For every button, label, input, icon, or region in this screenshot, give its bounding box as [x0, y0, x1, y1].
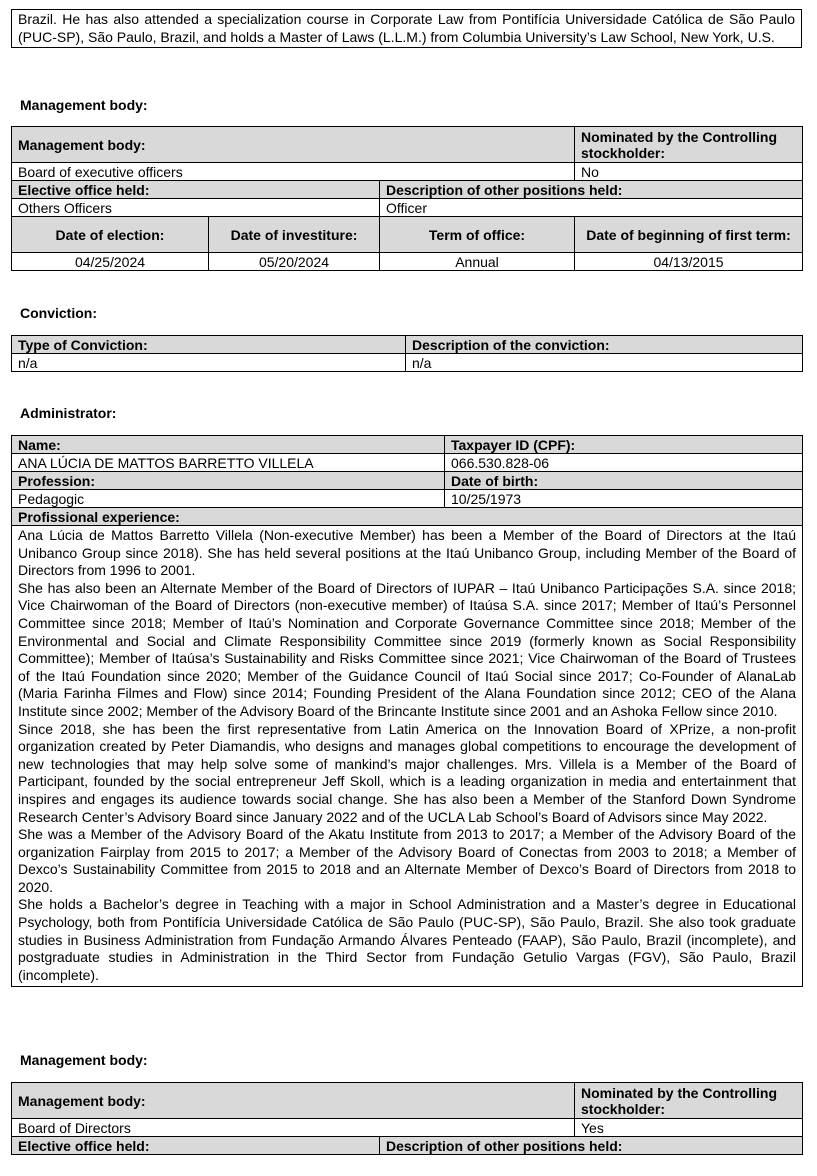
administrator-table	[11, 435, 803, 987]
term-label: Term of office:	[380, 217, 575, 253]
nominated-label-2: Nominated by the Controlling stockholder:	[575, 1083, 803, 1119]
experience-cell	[12, 526, 803, 987]
previous-experience-text: Brazil. He has also attended a specialization course in Corporate Law from Pontifícia Universidade Católica de São Paulo (PUC-SP), São Paulo, Brazil, and holds a Master of Laws (L.L.M.) from Columbia University’s Law School, New York, U.S.	[12, 10, 802, 48]
first-term-label: Date of beginning of first term:	[575, 217, 803, 253]
other-positions-label-2: Description of other positions held:	[380, 1137, 803, 1155]
profession-value: Pedagogic	[12, 490, 445, 508]
cpf-label: Taxpayer ID (CPF):	[445, 436, 803, 454]
term-value: Annual	[380, 253, 575, 271]
management-body-table	[11, 126, 803, 271]
dob-label: Date of birth:	[445, 472, 803, 490]
investiture-date-value: 05/20/2024	[209, 253, 380, 271]
management-body-heading: Management body:	[20, 97, 148, 113]
first-term-value: 04/13/2015	[575, 253, 803, 271]
experience-paragraph: Since 2018, she has been the first representative from Latin America on the Innovation Board of XPrize, a non-profit organization created by Peter Diamandis, who designs and manages global competitions to encourage the development of new technologies that may help solve some of mankind’s major challenges. Mrs. Villela is a Member of the Board of Participant, founded by the social entrepreneur Jeff Skoll, which is a leading organization in media and entertainment that inspires and engages its audience towards social change. She has also been a Member of the Stanford Down Syndrome Research Center’s Advisory Board since January 2022 and of the UCLA Lab School’s Board of Advisors since May 2022.	[18, 720, 796, 825]
conviction-heading: Conviction:	[20, 305, 97, 321]
experience-label: Profissional experience:	[12, 508, 803, 526]
other-positions-value: Officer	[380, 199, 803, 217]
dob-value: 10/25/1973	[445, 490, 803, 508]
profession-label: Profession:	[12, 472, 445, 490]
management-body-label: Management body:	[12, 127, 575, 163]
name-value: ANA LÚCIA DE MATTOS BARRETTO VILLELA	[12, 454, 445, 472]
management-body-value-2: Board of Directors	[12, 1119, 575, 1137]
conviction-table	[11, 335, 803, 372]
cpf-value: 066.530.828-06	[445, 454, 803, 472]
management-body-heading-2: Management body:	[20, 1052, 148, 1068]
name-label: Name:	[12, 436, 445, 454]
other-positions-label: Description of other positions held:	[380, 181, 803, 199]
management-body-value: Board of executive officers	[12, 163, 575, 181]
nominated-value-2: Yes	[575, 1119, 803, 1137]
administrator-heading: Administrator:	[20, 405, 117, 421]
experience-paragraph: She holds a Bachelor’s degree in Teaching with a major in School Administration and a Master’s degree in Educational Psychology, both from Pontifícia Universidade Católica de São Paulo (PUC-SP), São Paulo, Brazil. She also took graduate studies in Business Administration from Fundação Armando Álvares Penteado (FAAP), São Paulo, Brazil (incomplete), and postgraduate studies in Administration in the Third Sector from Fundação Getulio Vargas (FGV), São Paulo, Brazil (incomplete).	[18, 896, 796, 983]
elective-office-label-2: Elective office held:	[12, 1137, 380, 1155]
investiture-date-label: Date of investiture:	[209, 217, 380, 253]
election-date-label: Date of election:	[12, 217, 209, 253]
conviction-type-value: n/a	[12, 354, 406, 372]
conviction-desc-label: Description of the conviction:	[406, 336, 803, 354]
management-body-label-2: Management body:	[12, 1083, 575, 1119]
experience-paragraph: She was a Member of the Advisory Board of the Akatu Institute from 2013 to 2017; a Member of the Advisory Board of the organization Fairplay from 2015 to 2017; a Member of the Advisory Board of Conectas from 2003 to 2018; a Member of Dexco’s Sustainability Committee from 2015 to 2018 and an Alternate Member of Dexco’s Board of Directors from 2018 to 2020.	[18, 826, 796, 895]
conviction-desc-value: n/a	[406, 354, 803, 372]
nominated-label: Nominated by the Controlling stockholder:	[575, 127, 803, 163]
elective-office-label: Elective office held:	[12, 181, 380, 199]
previous-experience-box	[11, 9, 802, 48]
experience-paragraph: Ana Lúcia de Mattos Barretto Villela (Non-executive Member) has been a Member of the Board of Directors at the Itaú Unibanco Group since 2018). She has held several positions at the Itaú Unibanco Group, including Member of the Board of Directors from 1996 to 2001.	[18, 527, 796, 579]
management-body-table-2	[11, 1082, 803, 1155]
experience-paragraph: She has also been an Alternate Member of the Board of Directors of IUPAR – Itaú Unibanco Participações S.A. since 2018; Vice Chairwoman of the Board of Directors (non-executive member) of Itaúsa S.A. since 2017; Member of Itaú’s Personnel Committee since 2018; Member of Itaú’s Nomination and Corporate Governance Committee since 2018; Member of the Environmental and Social and Climate Responsibility Committee since 2019 (formerly known as Social Responsibility Committee); Member of Itaúsa’s Sustainability and Risks Committee since 2021; Vice Chairwoman of the Board of Trustees of the Itaú Foundation since 2020; Member of the Guidance Council of Itaú Social since 2017; Co-Founder of AlanaLab (Maria Farinha Filmes and Flow) since 2014; Founding President of the Alana Foundation since 2012; CEO of the Alana Institute since 2002; Member of the Advisory Board of the Brincante Institute since 2001 and an Ashoka Fellow since 2010.	[18, 579, 796, 719]
elective-office-value: Others Officers	[12, 199, 380, 217]
nominated-value: No	[575, 163, 803, 181]
election-date-value: 04/25/2024	[12, 253, 209, 271]
conviction-type-label: Type of Conviction:	[12, 336, 406, 354]
experience-text	[12, 527, 802, 984]
